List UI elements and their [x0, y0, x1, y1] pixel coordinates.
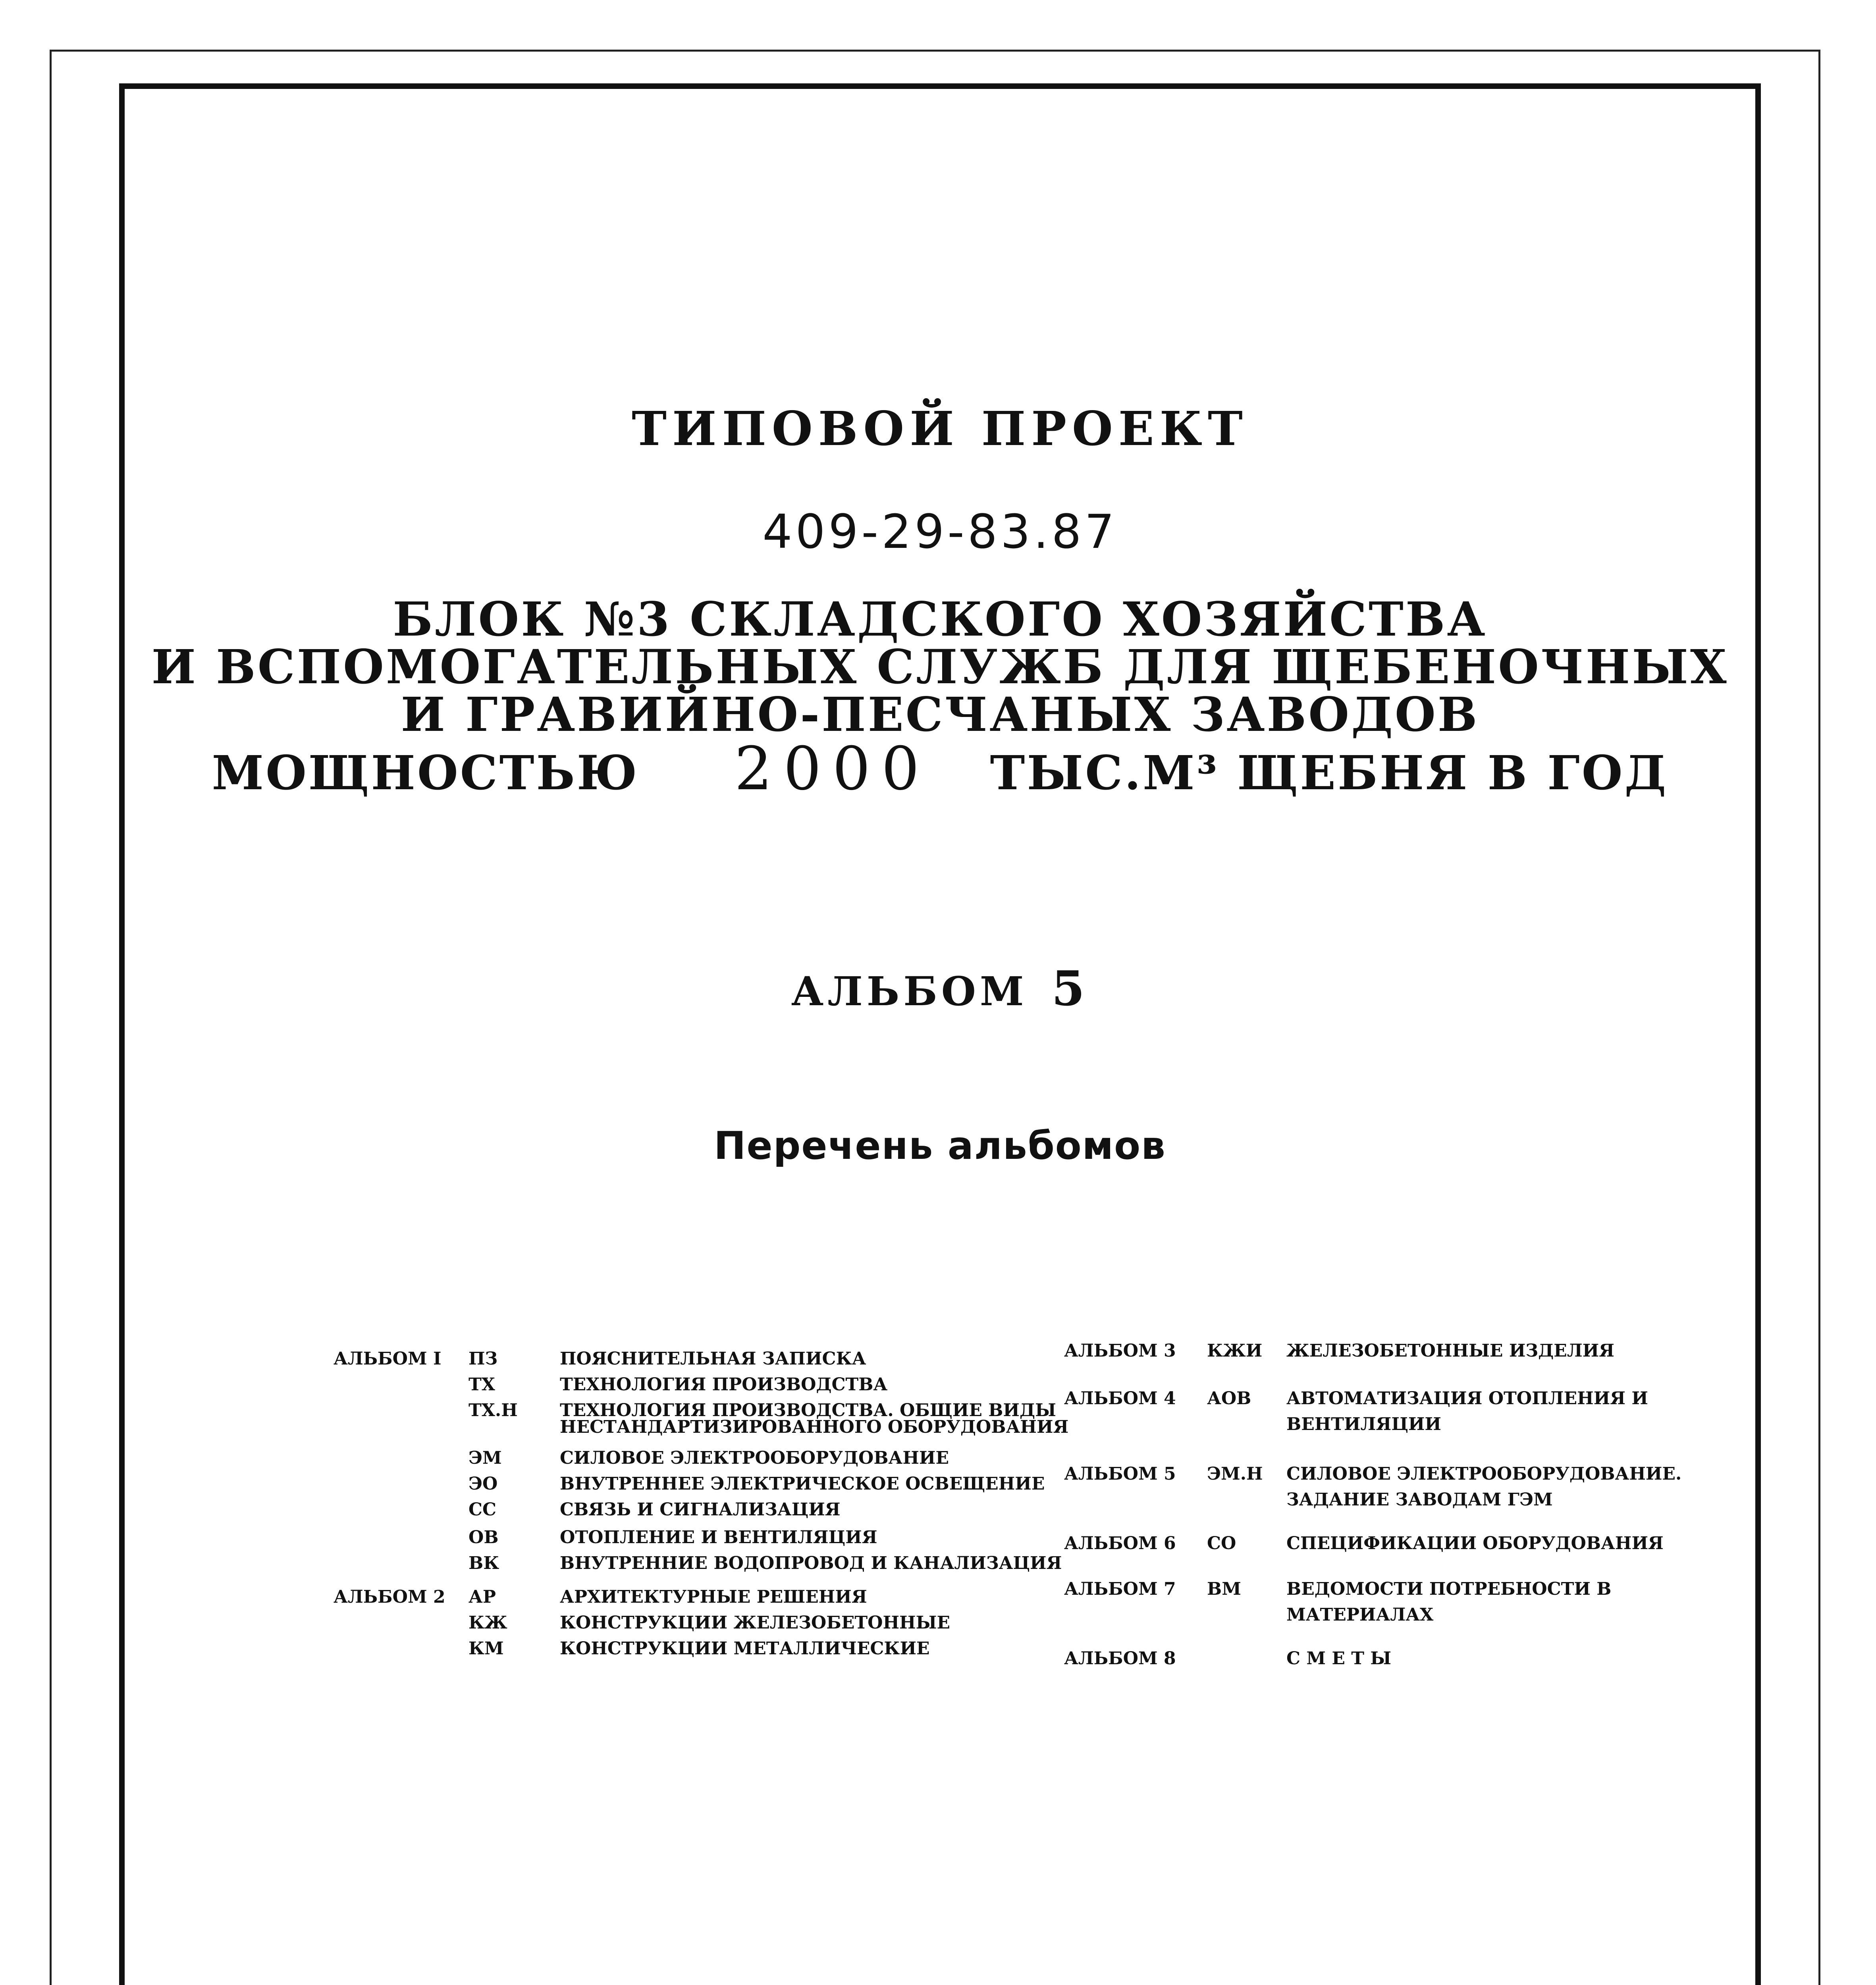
section-desc: ВЕДОМОСТИ ПОТРЕБНОСТИ В [1286, 1579, 1612, 1599]
section-code: ВМ [1207, 1579, 1241, 1599]
section-code: КЖИ [1207, 1341, 1263, 1361]
section-code: ТХ.Н [469, 1400, 518, 1420]
section-desc: ПОЯСНИТЕЛЬНАЯ ЗАПИСКА [560, 1349, 866, 1369]
album-id: АЛЬБОМ 2 [334, 1587, 445, 1607]
album-id: АЛЬБОМ 3 [1064, 1341, 1176, 1361]
section-desc: КОНСТРУКЦИИ МЕТАЛЛИЧЕСКИЕ [560, 1638, 930, 1659]
project-title-line-3: И ГРАВИЙНО-ПЕСЧАНЫХ ЗАВОДОВ [401, 687, 1479, 742]
project-title-line-2: И ВСПОМОГАТЕЛЬНЫХ СЛУЖБ ДЛЯ ЩЕБЕНОЧНЫХ [151, 639, 1729, 694]
section-desc: АРХИТЕКТУРНЫЕ РЕШЕНИЯ [560, 1587, 867, 1607]
project-code: 409-29-83.87 [762, 504, 1118, 559]
section-desc-line-2: НЕСТАНДАРТИЗИРОВАННОГО ОБОРУДОВАНИЯ [560, 1417, 1069, 1437]
section-code: ВК [469, 1553, 499, 1573]
section-desc: СИЛОВОЕ ЭЛЕКТРООБОРУДОВАНИЕ [560, 1448, 949, 1468]
album-number: 5 [1051, 961, 1089, 1017]
album-id: АЛЬБОМ 8 [1064, 1648, 1176, 1669]
section-code: ЭМ.Н [1207, 1464, 1263, 1484]
album-id: АЛЬБОМ 5 [1064, 1464, 1176, 1484]
project-title-line-1: БЛОК №3 СКЛАДСКОГО ХОЗЯЙСТВА [393, 592, 1487, 647]
album-id: АЛЬБОМ 4 [1064, 1388, 1176, 1409]
section-code: СО [1207, 1533, 1236, 1553]
section-code: АОВ [1207, 1388, 1251, 1409]
album-label: АЛЬБОМ [791, 968, 1028, 1015]
albums-list-right [1064, 1341, 1682, 1699]
capacity-suffix: ТЫС.М³ ЩЕБНЯ В ГОД [990, 745, 1668, 800]
album-id: АЛЬБОМ 7 [1064, 1579, 1176, 1599]
section-desc-line-2: ЗАДАНИЕ ЗАВОДАМ ГЭМ [1286, 1490, 1553, 1510]
section-code: КЖ [469, 1613, 507, 1633]
section-desc: СВЯЗЬ И СИГНАЛИЗАЦИЯ [560, 1499, 841, 1520]
section-code: КМ [469, 1638, 504, 1659]
capacity-value: 2000 [734, 734, 931, 804]
section-desc: ТЕХНОЛОГИЯ ПРОИЗВОДСТВА. ОБЩИЕ ВИДЫ [560, 1400, 1056, 1420]
section-desc: АВТОМАТИЗАЦИЯ ОТОПЛЕНИЯ И [1286, 1388, 1648, 1409]
section-desc: СИЛОВОЕ ЭЛЕКТРООБОРУДОВАНИЕ. [1286, 1464, 1682, 1484]
section-desc: СПЕЦИФИКАЦИИ ОБОРУДОВАНИЯ [1286, 1533, 1664, 1553]
section-desc-line-2: ВЕНТИЛЯЦИИ [1286, 1414, 1441, 1434]
section-code: ЭМ [469, 1448, 502, 1468]
section-code: ПЗ [469, 1349, 498, 1369]
section-desc: ЖЕЛЕЗОБЕТОННЫЕ ИЗДЕЛИЯ [1286, 1341, 1615, 1361]
section-desc: ВНУТРЕННИЕ ВОДОПРОВОД И КАНАЛИЗАЦИЯ [560, 1553, 1062, 1573]
section-desc-line-2: МАТЕРИАЛАХ [1286, 1605, 1434, 1625]
album-id: АЛЬБОМ 6 [1064, 1533, 1176, 1553]
section-desc: ТЕХНОЛОГИЯ ПРОИЗВОДСТВА [560, 1374, 888, 1395]
section-code: СС [469, 1499, 497, 1520]
album-heading [119, 961, 1761, 1017]
section-code: АР [469, 1587, 496, 1607]
album-list-title: Перечень альбомов [714, 1124, 1166, 1168]
section-desc: КОНСТРУКЦИИ ЖЕЛЕЗОБЕТОННЫЕ [560, 1613, 951, 1633]
section-desc: С М Е Т Ы [1286, 1648, 1392, 1669]
album-id: АЛЬБОМ I [334, 1349, 442, 1369]
section-desc: ОТОПЛЕНИЕ И ВЕНТИЛЯЦИЯ [560, 1527, 877, 1548]
section-code: ЭО [469, 1474, 498, 1494]
project-type-title: ТИПОВОЙ ПРОЕКТ [632, 401, 1248, 456]
project-capacity-line [119, 734, 1761, 804]
section-code: ОВ [469, 1527, 499, 1548]
albums-list-left [334, 1349, 1069, 1707]
section-code: ТХ [469, 1374, 495, 1395]
capacity-prefix: МОЩНОСТЬЮ [212, 745, 639, 800]
section-desc: ВНУТРЕННЕЕ ЭЛЕКТРИЧЕСКОЕ ОСВЕЩЕНИЕ [560, 1474, 1045, 1494]
